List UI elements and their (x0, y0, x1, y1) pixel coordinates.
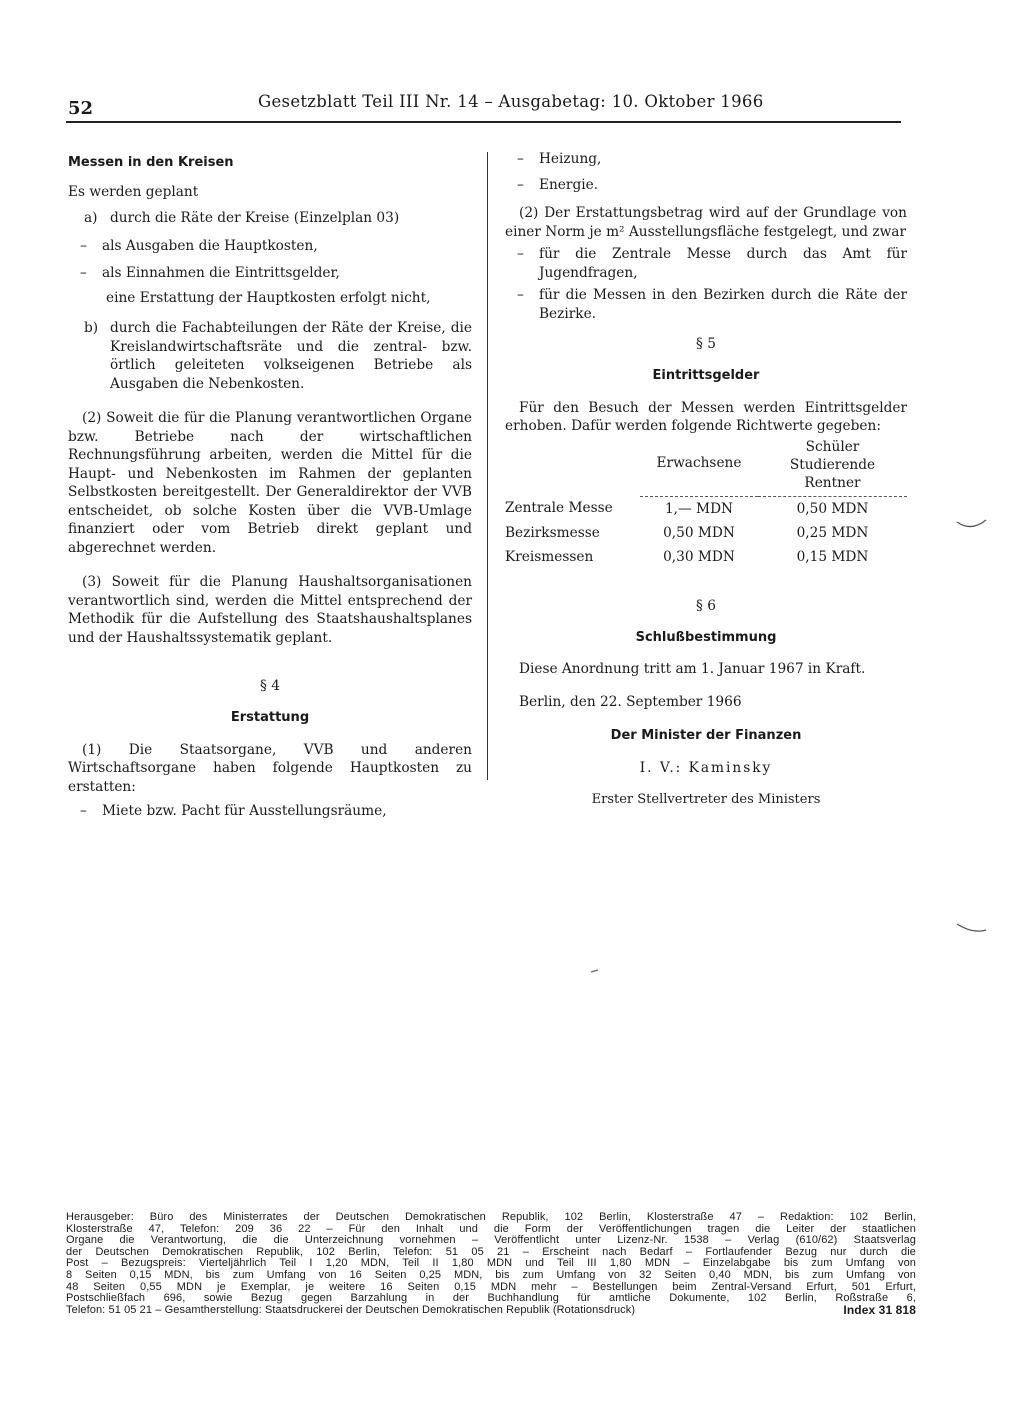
section-4-number: § 4 (260, 678, 280, 694)
fee-header-empty (505, 438, 640, 492)
dash-item-a1 (68, 237, 472, 256)
fee-header-pensioners: Rentner (804, 474, 861, 491)
footer-line: Postschließfach 696, sowie Bezug gegen Barzahlung in der Buchhandlung für amtliche Dokumente, 102 Berlin, Roßstraße 6, (66, 1292, 916, 1305)
left-column (68, 150, 472, 821)
header-rule (66, 121, 901, 123)
list-text-b: durch die Fachabteilungen der Räte der Kreise, die Kreislandwirtschaftsräte und die zentral- bzw. örtlich geleiteten volkseigenen Betriebe als Ausgaben die Nebenkosten. (110, 320, 472, 392)
fee-header-reduced (758, 438, 907, 492)
dash-icon: – (517, 287, 524, 303)
dash-item-rent (68, 802, 472, 821)
fee-header-pupils: Schüler (805, 438, 860, 455)
section-5-paragraph-1: Für den Besuch der Messen werden Eintrittsgelder erhoben. Dafür werden folgende Richtwerte gegeben: (505, 399, 907, 435)
dash-item-central-fair (505, 245, 907, 282)
fee-row-name: Bezirksmesse (505, 524, 600, 541)
place-date: Berlin, den 22. September 1966 (519, 693, 742, 710)
dash-text-heating: Heizung, (539, 151, 602, 167)
section-heading-kreise: Messen in den Kreisen (68, 155, 234, 170)
footer-line: Klosterstraße 47, Telefon: 209 36 22 – Für den Inhalt und die Form der Veröffentlichungen tragen die Leiter der staatlichen (66, 1222, 916, 1235)
fee-table-header (505, 438, 907, 492)
scan-mark-icon (955, 922, 989, 936)
dash-text-central-fair: für die Zentrale Messe durch das Amt für Jugendfragen, (539, 246, 907, 281)
paragraph-3: (3) Soweit für die Planung Haushaltsorganisationen verantwortlich sind, werden die Mittel entsprechend der Methodik für die Aufstellung des Staatshaushaltsplanes und der Haushaltssystematik geplant. (68, 574, 472, 646)
dash-text-energy: Energie. (539, 176, 599, 193)
page-number: 52 (68, 98, 94, 119)
footer-line: der Deutschen Demokratischen Republik, 102 Berlin, Telefon: 51 05 21 – Erscheint nach Bedarf – Fortlaufender Bezug nur durch die (66, 1245, 916, 1258)
list-text-a: durch die Räte der Kreise (Einzelplan 03) (110, 210, 400, 226)
footer-line: 48 Seiten 0,55 MDN je Exemplar, je weitere 16 Seiten 0,15 MDN mehr – Bestellungen beim Zentral-Versand Erfurt, 501 Erfurt, (66, 1280, 916, 1293)
index-number: Index 31 818 (843, 1302, 916, 1317)
dash-item-energy (505, 176, 907, 195)
footer-line: Post – Bezugspreis: Vierteljährlich Teil I 1,20 MDN, Teil II 1,80 MDN und Teil III 1,80 MDN – Einzelabgabe bis zum Umfang von (66, 1257, 916, 1270)
dash-text-rent: Miete bzw. Pacht für Ausstellungsräume, (102, 803, 387, 820)
fee-row-name: Zentrale Messe (505, 500, 613, 517)
signature-title: Der Minister der Finanzen (610, 728, 802, 744)
fee-header-students: Studierende (789, 456, 876, 473)
section-4-title: Erstattung (230, 710, 310, 726)
signature-name: I. V.: Kaminsky (639, 759, 773, 776)
signature-role: Erster Stellvertreter des Ministers (591, 792, 821, 808)
dash-text-a2: als Einnahmen die Eintrittsgelder, (102, 265, 340, 281)
footer-line: Organe die Verantwortung, die die Unterzeichnung vornehmen – Veröffentlicht unter Lizenz-Nr. 1538 – Verlag (610/62) Staatsverlag (66, 1234, 916, 1247)
footer-line: 8 Seiten 0,15 MDN, bis zum Umfang von 16 Seiten 0,25 MDN, bis zum Umfang von 32 Seiten 0,40 MDN, bis zum Umfang von (66, 1268, 916, 1281)
dash-icon: – (80, 803, 87, 820)
dash-icon: – (517, 176, 524, 193)
fee-row-name: Kreismessen (505, 548, 594, 565)
right-paragraph-2: (2) Der Erstattungsbetrag wird auf der Grundlage von einer Norm je m² Ausstellungsfläche festgelegt, und zwar (505, 205, 907, 240)
dash-icon: – (517, 151, 524, 167)
column-divider (487, 152, 488, 780)
scan-dot-icon (590, 968, 600, 974)
footer-line: Telefon: 51 05 21 – Gesamtherstellung: Staatsdruckerei der Deutschen Demokratischen Republik (Rotationsdruck) (66, 1303, 636, 1316)
dash-item-a2 (68, 264, 472, 283)
intro-text: Es werden geplant (68, 183, 199, 200)
right-column (505, 148, 907, 823)
page-title: Gesetzblatt Teil III Nr. 14 – Ausgabetag: 10. Oktober 1966 (258, 92, 764, 111)
dash-item-district-fair (505, 286, 907, 323)
table-row (505, 496, 907, 521)
dash-icon: – (80, 237, 87, 254)
imprint-footer (66, 1212, 916, 1316)
paragraph-2: (2) Soweit die für die Planung verantwortlichen Organe bzw. Betriebe nach der wirtschaftlichen Rechnungsführung arbeiten, werden die Mittel für die Haupt- und Nebenkosten im Rahmen der geplanten Selbstkosten bereitgestellt. Der Generaldirektor der VVB entscheidet, ob solche Kosten über die VVB-Umlage finanziert oder vom Betrieb direkt geplant und abgerechnet werden. (68, 410, 472, 556)
list-item-b (68, 319, 472, 393)
dash-icon: – (517, 246, 524, 262)
scan-mark-icon (955, 518, 989, 532)
fee-row-adult: 0,30 MDN (663, 548, 735, 565)
a-note: eine Erstattung der Hauptkosten erfolgt nicht, (106, 289, 431, 306)
fee-table (505, 438, 907, 569)
fee-row-adult: 1,— MDN (664, 500, 734, 517)
table-row (505, 521, 907, 545)
section-5-title: Eintrittsgelder (652, 368, 760, 384)
table-row (505, 545, 907, 569)
dash-text-a1: als Ausgaben die Hauptkosten, (102, 237, 318, 254)
section-6-title: Schlußbestimmung (635, 629, 777, 645)
footer-line: Herausgeber: Büro des Ministerrates der Deutschen Demokratischen Republik, 102 Berlin, Klosterstraße 47 – Redaktion: 102 Berlin, (66, 1211, 916, 1223)
dash-item-heating (505, 150, 907, 169)
fee-row-reduced: 0,25 MDN (796, 524, 869, 541)
fee-row-reduced: 0,50 MDN (796, 500, 869, 517)
dash-icon: – (80, 265, 87, 281)
dash-text-district-fair: für die Messen in den Bezirken durch die Räte der Bezirke. (539, 287, 907, 322)
section-5-number: § 5 (696, 336, 716, 352)
section-4-paragraph-1: (1) Die Staatsorgane, VVB und anderen Wirtschaftsorgane haben folgende Hauptkosten zu erstatten: (68, 741, 472, 795)
fee-header-adult: Erwachsene (656, 454, 742, 471)
list-letter-a: a) (84, 210, 98, 226)
footer-last-line (66, 1302, 916, 1317)
fee-row-reduced: 0,15 MDN (796, 548, 869, 565)
list-item-a (68, 209, 472, 228)
section-6-paragraph-1: Diese Anordnung tritt am 1. Januar 1967 in Kraft. (519, 661, 866, 678)
section-6-number: § 6 (696, 597, 716, 614)
list-letter-b: b) (84, 320, 99, 336)
fee-row-adult: 0,50 MDN (663, 524, 735, 541)
